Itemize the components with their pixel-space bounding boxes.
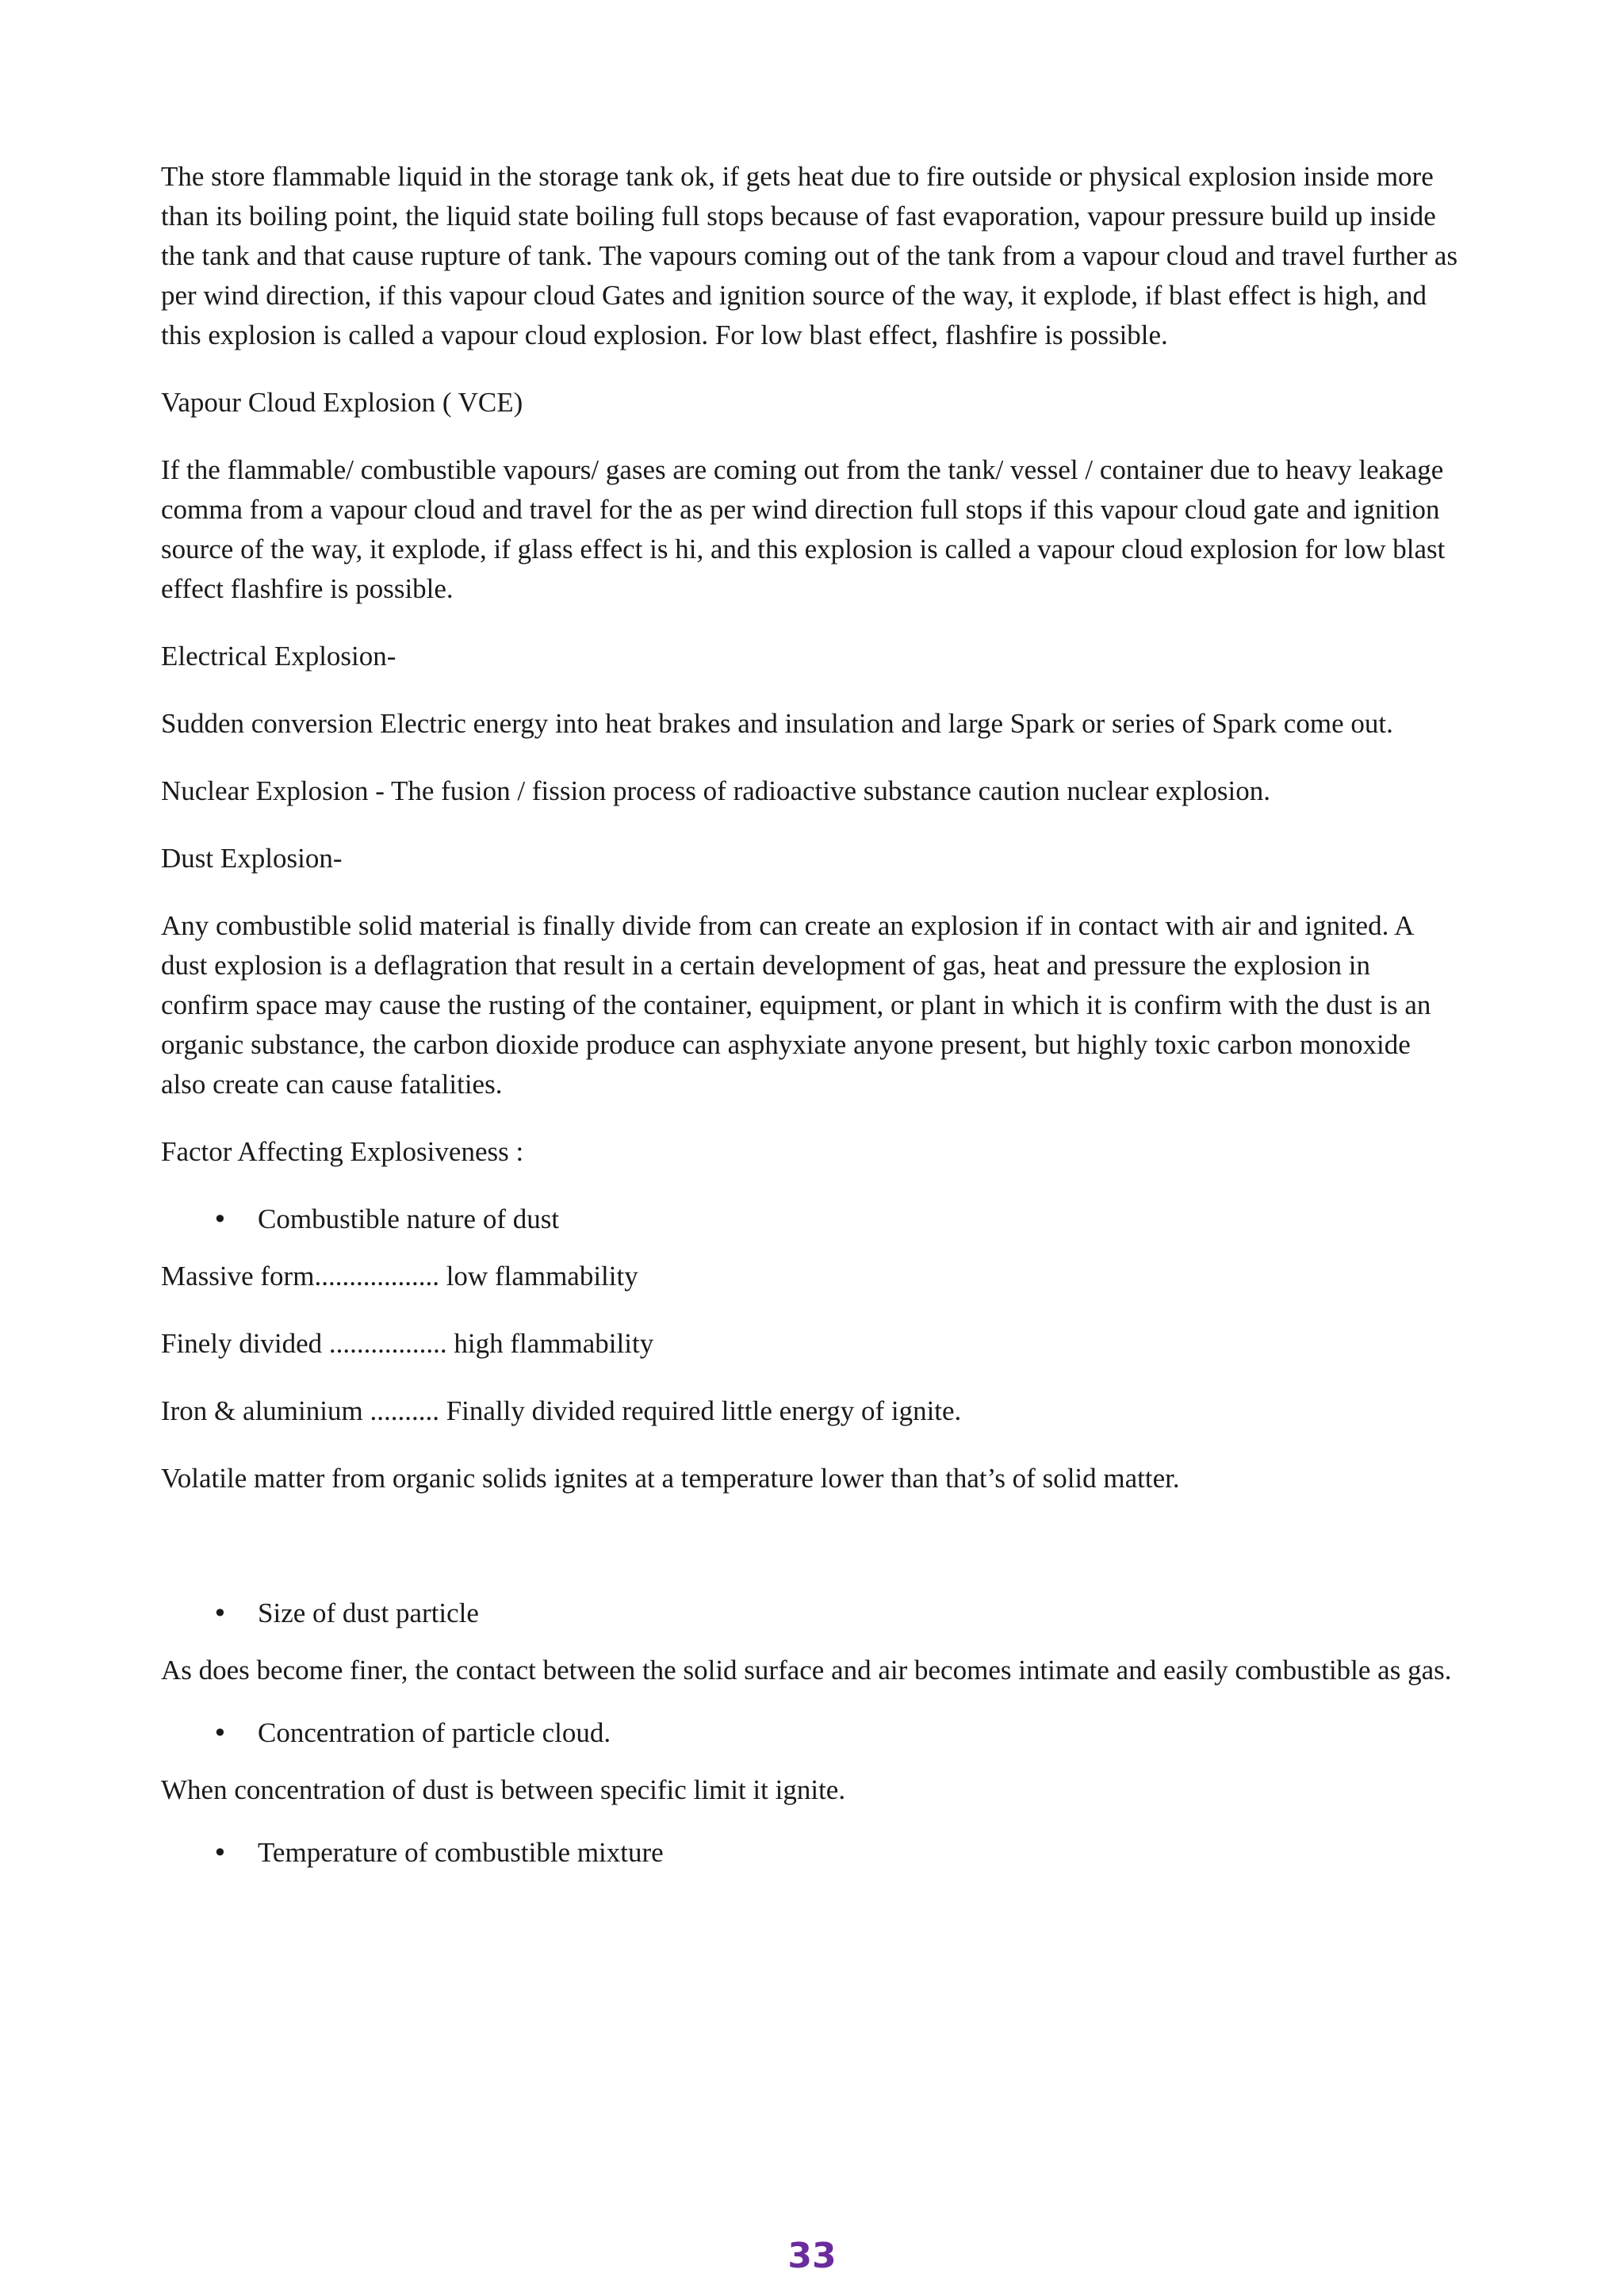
page-body bbox=[161, 157, 1461, 1890]
electrical-heading: Electrical Explosion- bbox=[161, 641, 396, 672]
factors-heading: Factor Affecting Explosiveness : bbox=[161, 1136, 524, 1167]
concentration-paragraph: When concentration of dust is between specific limit it ignite. bbox=[161, 1774, 846, 1805]
dust-paragraph: Any combustible solid material is finally divide from can create an explosion if in contact with air and ignited. A dust explosion is a deflagration that result in a certain development of gas, heat and pressure the explosion in confirm space may cause the rusting of the container, equipment, or plant in which it is confirm with the dust is an organic substance, the carbon dioxide produce can asphyxiate anyone present, but highly toxic carbon monoxide also create can cause fatalities. bbox=[161, 910, 1431, 1100]
bullet-temperature: • Temperature of combustible mixture bbox=[258, 1833, 1461, 1873]
iron-aluminium-line: Iron & aluminium .......... Finally divided required little energy of ignite. bbox=[161, 1395, 962, 1426]
vce-heading: Vapour Cloud Explosion ( VCE) bbox=[161, 387, 523, 418]
volatile-matter-line: Volatile matter from organic solids ignites at a temperature lower than that’s of solid matter. bbox=[161, 1463, 1180, 1494]
factor-list-concentration bbox=[161, 1713, 1461, 1753]
vce-paragraph: If the flammable/ combustible vapours/ gases are coming out from the tank/ vessel / container due to heavy leakage comma from a vapour cloud and travel for the as per wind direction full stops if this vapour cloud gate and ignition source of the way, it explode, if glass effect is hi, and this explosion is called a vapour cloud explosion for low blast effect flashfire is possible. bbox=[161, 454, 1446, 604]
electrical-paragraph: Sudden conversion Electric energy into heat brakes and insulation and large Spark or series of Spark come out. bbox=[161, 708, 1393, 739]
page-number: 33 bbox=[787, 2236, 837, 2276]
bullet-concentration: • Concentration of particle cloud. bbox=[258, 1713, 1461, 1753]
bullet-particle-size: • Size of dust particle bbox=[258, 1594, 1461, 1633]
bullet-combustible-nature: • Combustible nature of dust bbox=[258, 1200, 1461, 1239]
bleve-paragraph: The store flammable liquid in the storage tank ok, if gets heat due to fire outside or physical explosion inside more than its boiling point, the liquid state boiling full stops because of fast evaporation, vapour pressure build up inside the tank and that cause rupture of tank. The vapours coming out of the tank from a vapour cloud and travel further as per wind direction, if this vapour cloud Gates and ignition source of the way, it explode, if blast effect is high, and this explosion is called a vapour cloud explosion. For low blast effect, flashfire is possible. bbox=[161, 161, 1458, 350]
finely-divided-line: Finely divided ................. high flammability bbox=[161, 1328, 654, 1359]
dust-heading: Dust Explosion- bbox=[161, 843, 343, 874]
nuclear-paragraph: Nuclear Explosion - The fusion / fission process of radioactive substance caution nuclear explosion. bbox=[161, 775, 1270, 806]
factor-list-size bbox=[161, 1594, 1461, 1633]
factor-list-combustible bbox=[161, 1200, 1461, 1239]
blank-space bbox=[161, 1526, 1461, 1594]
factor-list-temperature bbox=[161, 1833, 1461, 1873]
massive-form-line: Massive form.................. low flammability bbox=[161, 1261, 638, 1292]
particle-size-paragraph: As does become finer, the contact between the solid surface and air becomes intimate and easily combustible as gas. bbox=[161, 1655, 1452, 1686]
